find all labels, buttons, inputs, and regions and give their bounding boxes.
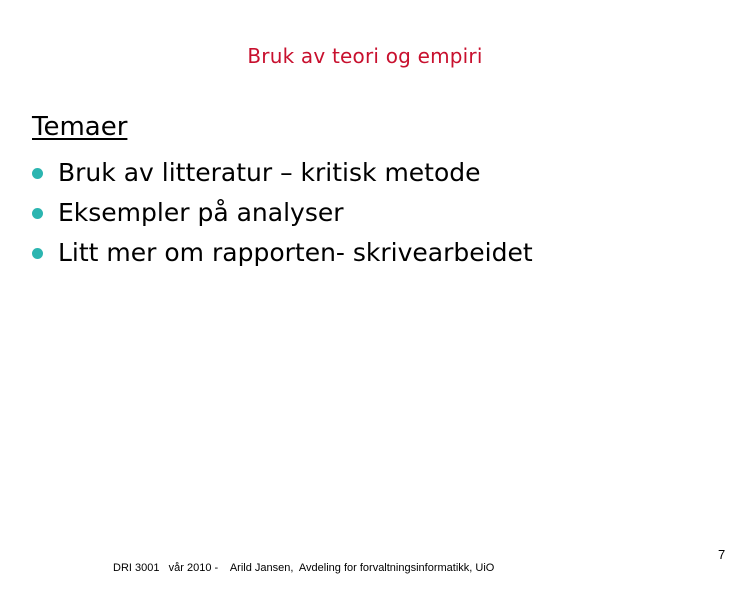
bullet-dot-icon bbox=[32, 168, 43, 179]
bullet-dot-icon bbox=[32, 208, 43, 219]
list-item bbox=[32, 152, 533, 192]
list-item-text: Bruk av litteratur – kritisk metode bbox=[58, 157, 481, 187]
section-heading: Temaer bbox=[32, 112, 128, 142]
list-item bbox=[32, 192, 533, 232]
footer-course: DRI 3001 bbox=[113, 562, 160, 574]
bullet-list bbox=[32, 152, 533, 272]
list-item-text: Litt mer om rapporten- skrivearbeidet bbox=[58, 237, 533, 267]
list-item-text: Eksempler på analyser bbox=[58, 197, 344, 227]
page-number: 7 bbox=[718, 547, 726, 562]
list-item bbox=[32, 232, 533, 272]
slide-footer bbox=[113, 562, 494, 574]
footer-author: Arild Jansen, Avdeling for forvaltningsinformatikk, UiO bbox=[229, 562, 495, 574]
slide-title: Bruk av teori og empiri bbox=[247, 44, 483, 68]
bullet-dot-icon bbox=[32, 248, 43, 259]
footer-term: vår 2010 - bbox=[168, 562, 219, 574]
